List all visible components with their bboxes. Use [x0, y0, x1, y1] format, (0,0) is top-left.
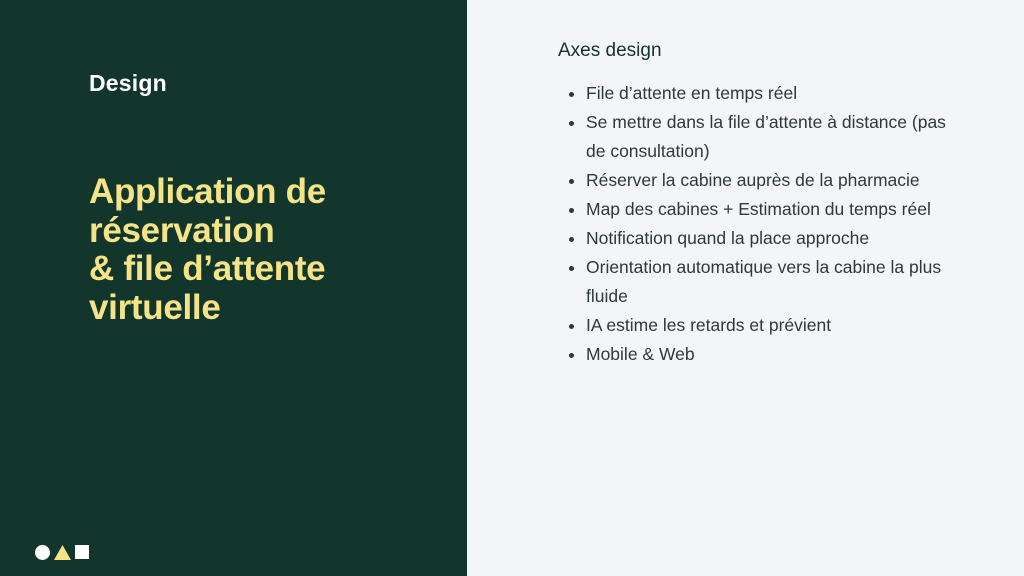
section-label: Design [89, 70, 167, 96]
circle-icon [35, 545, 50, 560]
list-item: • Orientation automatique vers la cabine la plus fluide [586, 253, 956, 311]
triangle-icon [54, 545, 71, 560]
list-item: • Map des cabines + Estimation du temps réel [586, 195, 956, 224]
list-item: • Se mettre dans la file d’attente à distance (pas de consultation) [586, 108, 956, 166]
slide-title [89, 173, 449, 327]
slide-title-line: Application de [89, 172, 326, 211]
bullet-list [566, 79, 956, 369]
slide-title-line: réservation [89, 210, 275, 250]
list-item: • Notification quand la place approche [586, 224, 956, 253]
left-panel [0, 0, 467, 576]
right-panel [467, 0, 1024, 576]
list-item: • File d’attente en temps réel [586, 79, 956, 108]
list-item: • IA estime les retards et prévient [586, 311, 956, 340]
slide-title-line: virtuelle [89, 287, 221, 327]
logo-shapes [35, 544, 89, 560]
slide-title-line: & file d’attente [89, 249, 326, 288]
list-item: • Mobile & Web [586, 340, 956, 369]
list-heading: Axes design [558, 40, 662, 61]
square-icon [75, 545, 89, 559]
list-item: • Réserver la cabine auprès de la pharmacie [586, 166, 956, 195]
